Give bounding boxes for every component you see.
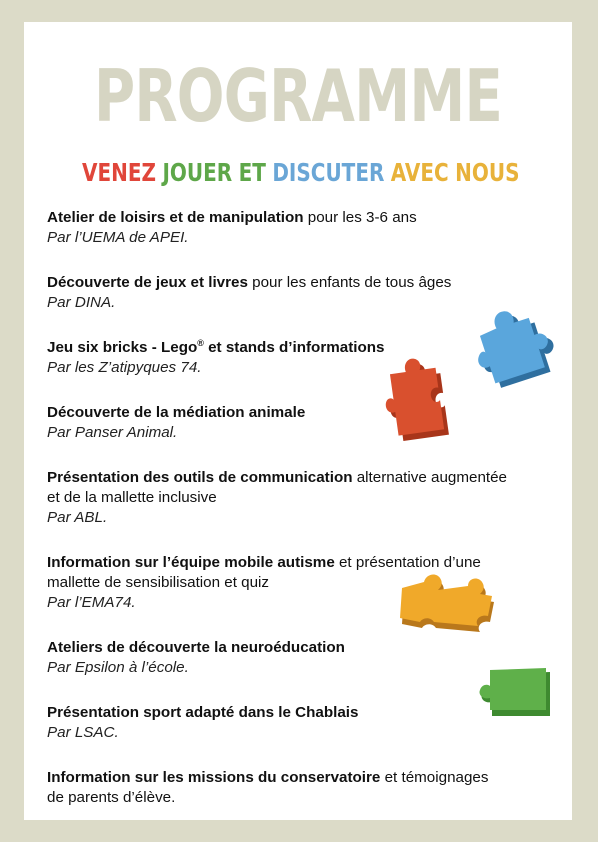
item-description-line2: de parents d’élève. xyxy=(47,789,176,806)
item-organizer: Par DINA. xyxy=(47,294,116,311)
item-heading: Découverte de la médiation animale xyxy=(47,404,306,421)
subtitle-word-venez: VENEZ xyxy=(82,158,157,187)
item-heading: Découverte de jeux et livres xyxy=(47,274,248,291)
subtitle-word-et: ET xyxy=(238,158,266,187)
item-description: et présentation d’une xyxy=(334,554,481,571)
item-heading: Ateliers de découverte la neuroéducation xyxy=(47,639,345,656)
item-organizer: Par l’EMA74. xyxy=(47,594,136,611)
puzzle-piece-blue-icon xyxy=(472,302,556,398)
item-heading: Information sur l’équipe mobile autisme xyxy=(47,554,335,571)
puzzle-piece-red-icon xyxy=(382,356,462,446)
page-title: PROGRAMME xyxy=(93,54,503,138)
item-heading: Présentation des outils de communication xyxy=(47,469,353,486)
subtitle-word-jouer: JOUER xyxy=(162,158,233,187)
item-heading: Jeu six bricks - Lego xyxy=(47,339,198,356)
puzzle-piece-green-icon xyxy=(470,666,554,718)
subtitle-word-nous: NOUS xyxy=(455,158,520,187)
item-description-line2: et de la mallette inclusive xyxy=(47,489,217,506)
registered-mark: ® xyxy=(197,337,204,348)
item-description: pour les 3-6 ans xyxy=(303,209,417,226)
item-heading-continued: et stands d’informations xyxy=(203,339,385,356)
item-organizer: Par les Z’atipyques 74. xyxy=(47,359,202,376)
program-item xyxy=(47,403,550,443)
program-item xyxy=(47,468,550,528)
item-organizer: Par LSAC. xyxy=(47,724,119,741)
item-description: alternative augmentée xyxy=(352,469,508,486)
subtitle-word-avec: AVEC xyxy=(390,158,449,187)
item-description: et témoignages xyxy=(380,769,489,786)
subtitle-word-discuter: DISCUTER xyxy=(272,158,385,187)
program-card xyxy=(24,22,572,820)
item-description: pour les enfants de tous âges xyxy=(247,274,452,291)
program-item xyxy=(47,768,550,808)
item-organizer: Par Epsilon à l’école. xyxy=(47,659,189,676)
item-heading: Présentation sport adapté dans le Chablais xyxy=(47,704,359,721)
item-description-line2: mallette de sensibilisation et quiz xyxy=(47,574,270,591)
item-heading: Atelier de loisirs et de manipulation xyxy=(47,209,304,226)
item-heading: Information sur les missions du conservatoire xyxy=(47,769,381,786)
item-organizer: Par l’UEMA de APEI. xyxy=(47,229,189,246)
program-item xyxy=(47,208,550,248)
item-organizer: Par ABL. xyxy=(47,509,108,526)
item-organizer: Par Panser Animal. xyxy=(47,424,178,441)
subtitle xyxy=(79,158,520,188)
puzzle-piece-yellow-icon xyxy=(396,572,500,636)
